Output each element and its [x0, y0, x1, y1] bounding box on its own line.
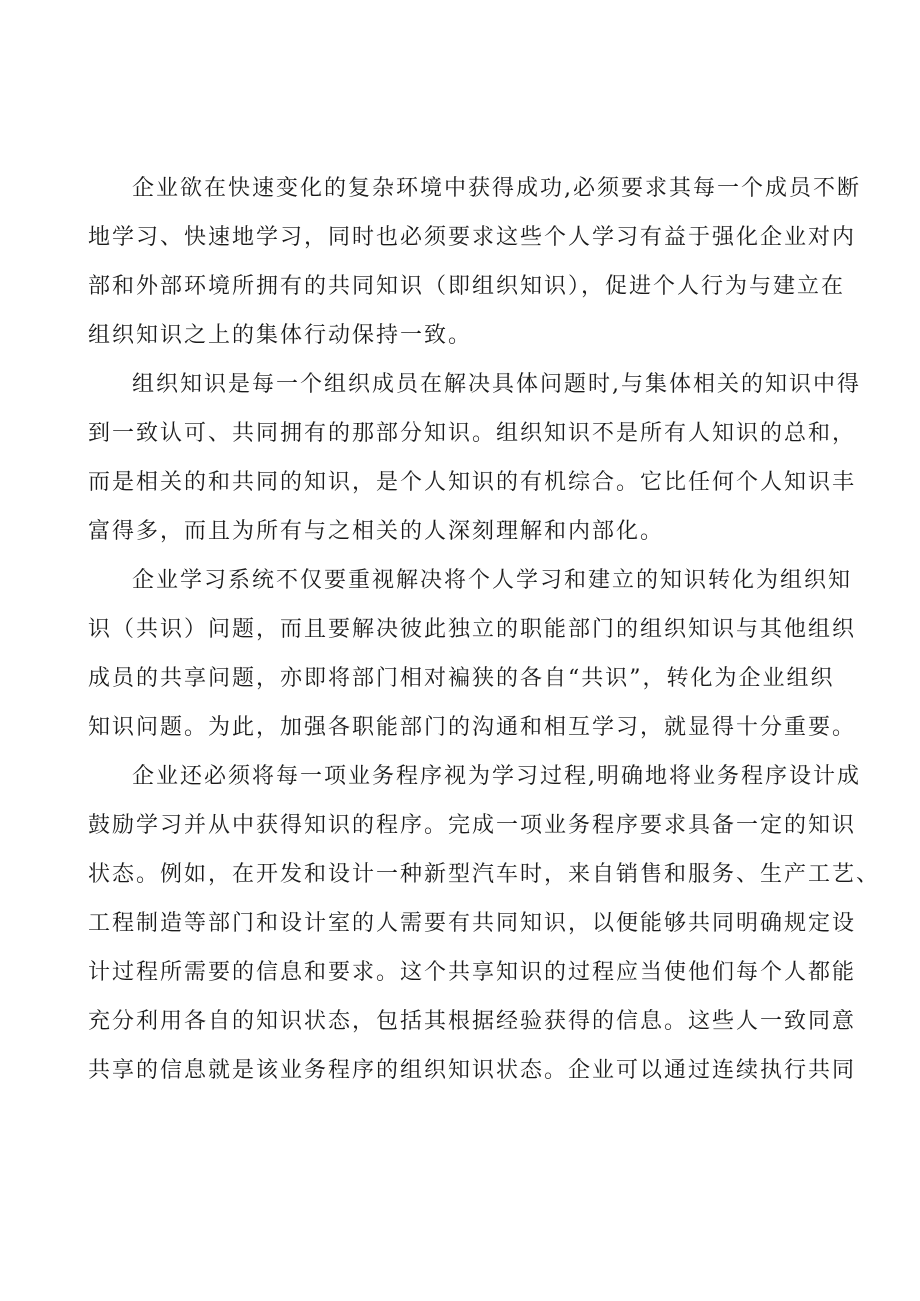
text-line: 到一致认可、共同拥有的那部分知识。组织知识不是所有人知识的总和，	[88, 421, 857, 446]
text-line: 组织知识是每一个组织成员在解决具体问题时,与集体相关的知识中得	[132, 372, 861, 397]
paragraph-1	[88, 164, 861, 360]
text-line: 知识问题。为此，加强各职能部门的沟通和相互学习，就显得十分重要。	[88, 715, 857, 740]
paragraph-4	[88, 752, 881, 1095]
text-line: 组织知识之上的集体行动保持一致。	[88, 323, 473, 348]
text-line: 鼓励学习并从中获得知识的程序。完成一项业务程序要求具备一定的知识	[88, 813, 857, 838]
text-line: 富得多，而且为所有与之相关的人深刻理解和内部化。	[88, 519, 665, 544]
text-line: 工程制造等部门和设计室的人需要有共同知识，以便能够共同明确规定设	[88, 911, 857, 936]
text-line: 企业欲在快速变化的复杂环境中获得成功,必须要求其每一个成员不断	[132, 176, 861, 201]
text-line: 部和外部环境所拥有的共同知识（即组织知识），促进个人行为与建立在	[88, 274, 846, 299]
text-line: 地学习、快速地学习，同时也必须要求这些个人学习有益于强化企业对内	[88, 225, 857, 250]
text-line: 企业还必须将每一项业务程序视为学习过程,明确地将业务程序设计成	[132, 764, 861, 789]
paragraph-3	[88, 556, 857, 752]
text-line: 成员的共享问题，亦即将部门相对褊狭的各自“共识”，转化为企业组织	[88, 666, 835, 691]
text-line: 而是相关的和共同的知识，是个人知识的有机综合。它比任何个人知识丰	[88, 470, 857, 495]
text-line: 充分利用各自的知识状态，包括其根据经验获得的信息。这些人一致同意	[88, 1009, 857, 1034]
paragraph-2	[88, 360, 861, 556]
text-line: 计过程所需要的信息和要求。这个共享知识的过程应当使他们每个人都能	[88, 960, 857, 985]
document-body	[88, 164, 881, 1095]
text-line: 识（共识）问题，而且要解决彼此独立的职能部门的组织知识与其他组织	[88, 617, 857, 642]
text-line: 共享的信息就是该业务程序的组织知识状态。企业可以通过连续执行共同	[88, 1058, 857, 1083]
text-line: 状态。例如，在开发和设计一种新型汽车时，来自销售和服务、生产工艺、	[88, 862, 881, 887]
text-line: 企业学习系统不仅要重视解决将个人学习和建立的知识转化为组织知	[132, 568, 853, 593]
